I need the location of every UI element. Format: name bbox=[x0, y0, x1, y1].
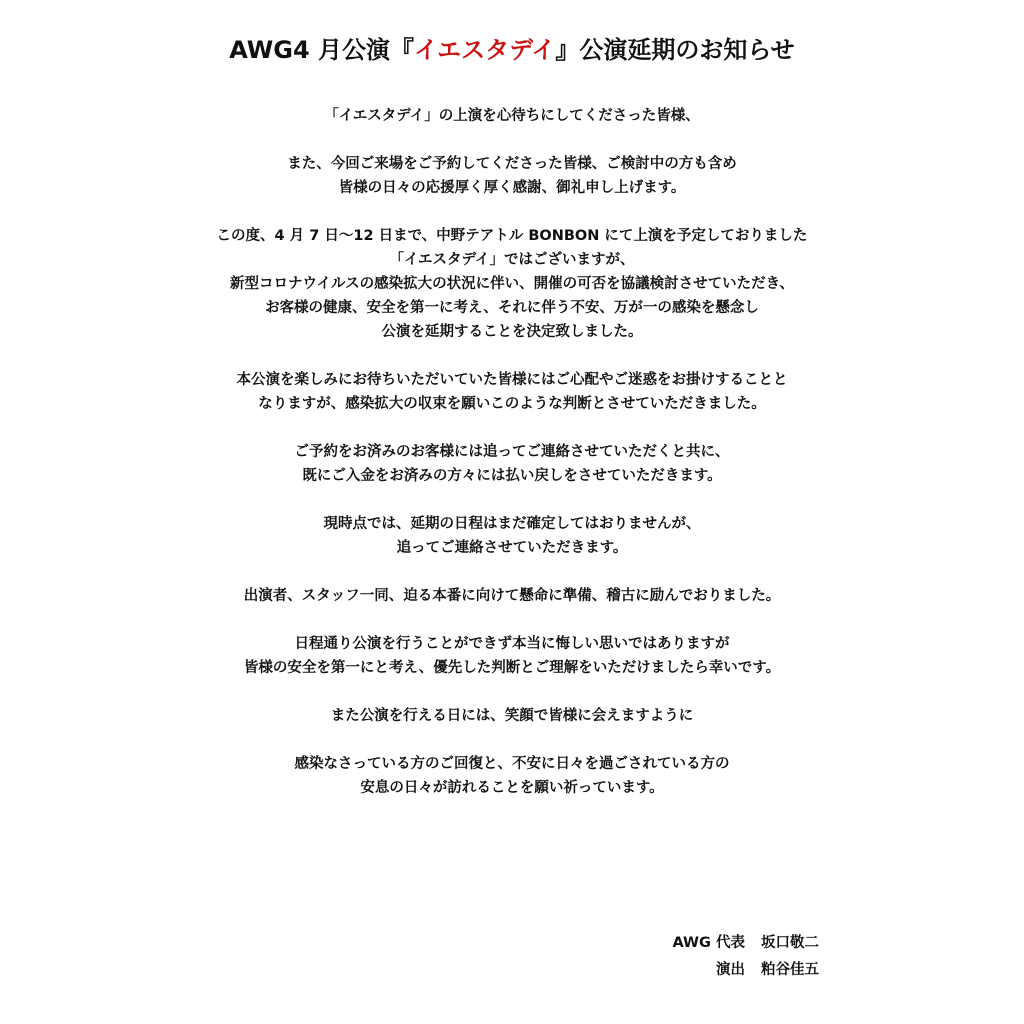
paragraph-line: 「イエスタデイ」ではございますが、 bbox=[389, 252, 635, 268]
notice-paragraph bbox=[0, 440, 1024, 488]
paragraph-line: また公演を行える日には、笑顔で皆様に会えますように bbox=[330, 708, 694, 724]
notice-paragraph bbox=[0, 512, 1024, 560]
paragraph-line: 現時点では、延期の日程はまだ確定してはおりませんが、 bbox=[323, 516, 701, 532]
signature-row bbox=[0, 957, 833, 984]
notice-body bbox=[0, 104, 1024, 824]
paragraph-line: 皆様の安全を第一にと考え、優先した判断とご理解をいただけましたら幸いです。 bbox=[243, 660, 781, 676]
paragraph-line: 「イエスタデイ」の上演を心待ちにしてくださった皆様、 bbox=[324, 108, 700, 124]
signature-role: AWG 代表 bbox=[672, 935, 745, 951]
title-highlight: イエスタデイ bbox=[414, 36, 556, 64]
paragraph-line: 日程通り公演を行うことができず本当に悔しい思いではありますが bbox=[294, 636, 730, 652]
signature-name: 坂口敬二 bbox=[761, 935, 819, 951]
title-prefix: AWG4 月公演『 bbox=[229, 36, 415, 64]
notice-paragraph bbox=[0, 632, 1024, 680]
paragraph-line: お客様の健康、安全を第一に考え、それに伴う不安、万が一の感染を懸念し bbox=[265, 300, 759, 316]
paragraph-line: 既にご入金をお済みの方々には払い戻しをさせていただきます。 bbox=[302, 468, 722, 484]
paragraph-line: ご予約をお済みのお客様には追ってご連絡させていただくと共に、 bbox=[294, 444, 730, 460]
paragraph-line: なりますが、感染拡大の収束を願いこのような判断とさせていただきました。 bbox=[258, 396, 766, 412]
paragraph-line: 本公演を楽しみにお待ちいただいていた皆様にはご心配やご迷惑をお掛けすることと bbox=[236, 372, 788, 388]
signature-name: 粕谷佳五 bbox=[761, 962, 819, 978]
title-suffix: 』公演延期のお知らせ bbox=[555, 36, 795, 64]
paragraph-line: また、今回ご来場をご予約してくださった皆様、ご検討中の方も含め bbox=[287, 156, 737, 172]
paragraph-line: 感染なさっている方のご回復と、不安に日々を過ごされている方の bbox=[294, 756, 730, 772]
notice-paragraph bbox=[0, 224, 1024, 344]
paragraph-line: 皆様の日々の応援厚く厚く感謝、御礼申し上げます。 bbox=[338, 180, 686, 196]
notice-paragraph bbox=[0, 752, 1024, 800]
notice-title bbox=[0, 34, 1024, 66]
signature-role: 演出 bbox=[716, 962, 745, 978]
notice-paragraph bbox=[0, 152, 1024, 200]
notice-paragraph bbox=[0, 368, 1024, 416]
signature-row bbox=[0, 930, 833, 957]
paragraph-line: 追ってご連絡させていただきます。 bbox=[396, 540, 628, 556]
notice-paragraph bbox=[0, 704, 1024, 728]
notice-paragraph bbox=[0, 584, 1024, 608]
signature-block bbox=[0, 930, 833, 984]
notice-paragraph bbox=[0, 104, 1024, 128]
paragraph-line: 新型コロナウイルスの感染拡大の状況に伴い、開催の可否を協議検討させていただき、 bbox=[229, 276, 795, 292]
paragraph-line: この度、4 月 7 日～12 日まで、中野テアトル BONBON にて上演を予定しておりました bbox=[216, 228, 808, 244]
paragraph-line: 安息の日々が訪れることを願い祈っています。 bbox=[360, 780, 664, 796]
paragraph-line: 公演を延期することを決定致しました。 bbox=[381, 324, 643, 340]
paragraph-line: 出演者、スタッフ一同、迫る本番に向けて懸命に準備、稽古に励んでおりました。 bbox=[243, 588, 781, 604]
